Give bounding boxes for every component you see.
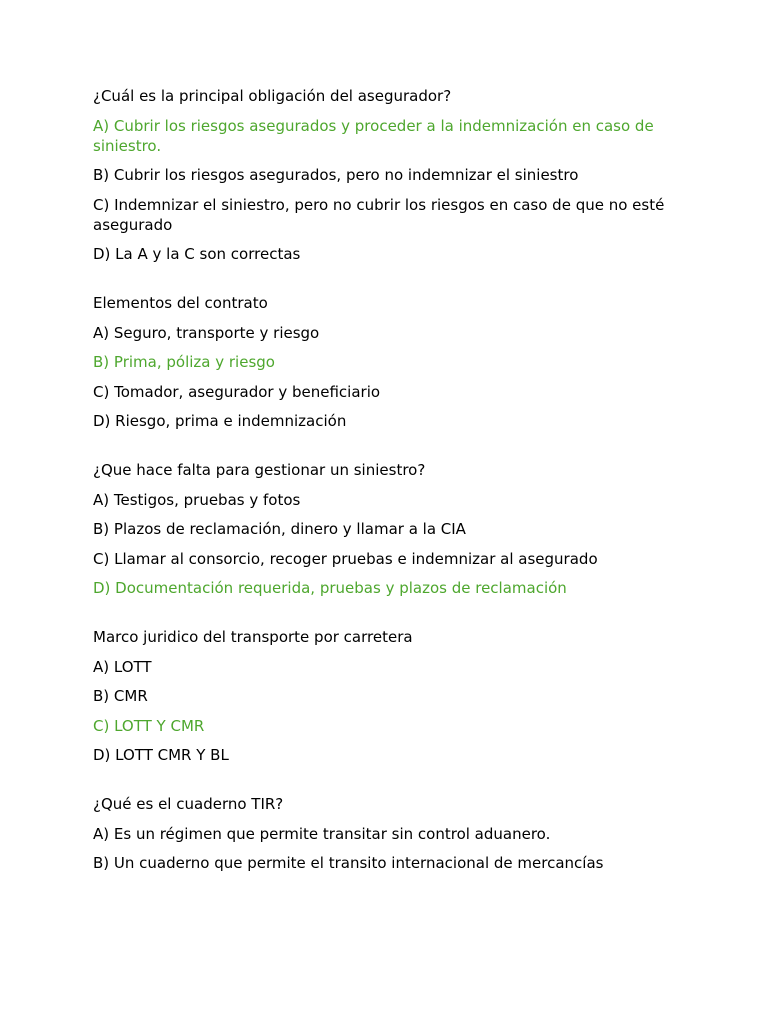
answer-option: C) Indemnizar el siniestro, pero no cubrir los riesgos en caso de que no esté asegurado	[93, 195, 665, 234]
answer-option: B) Cubrir los riesgos asegurados, pero no indemnizar el siniestro	[93, 166, 579, 184]
answer-option: D) LOTT CMR Y BL	[93, 746, 229, 764]
document-page	[93, 86, 683, 883]
question-block-3	[93, 460, 683, 598]
answer-option: B) Un cuaderno que permite el transito internacional de mercancías	[93, 854, 604, 872]
answer-option: A) LOTT	[93, 657, 152, 676]
answer-option: A) Seguro, transporte y riesgo	[93, 323, 320, 342]
answer-option: B) Plazos de reclamación, dinero y llamar a la CIA	[93, 520, 466, 538]
question-block-2	[93, 293, 683, 431]
answer-option: D) Riesgo, prima e indemnización	[93, 412, 347, 430]
answer-option: A) Es un régimen que permite transitar sin control aduanero.	[93, 824, 551, 843]
question-prompt: Marco juridico del transporte por carretera	[93, 628, 413, 646]
answer-option: A) Testigos, pruebas y fotos	[93, 490, 301, 509]
answer-option-correct: D) Documentación requerida, pruebas y plazos de reclamación	[93, 579, 567, 597]
answer-option: C) Llamar al consorcio, recoger pruebas e indemnizar al asegurado	[93, 549, 598, 568]
answer-option: C) Tomador, asegurador y beneficiario	[93, 382, 381, 401]
answer-option: D) La A y la C son correctas	[93, 245, 301, 263]
answer-option-correct: C) LOTT Y CMR	[93, 716, 205, 735]
question-prompt: ¿Que hace falta para gestionar un siniestro?	[93, 461, 426, 479]
answer-option-correct: A) Cubrir los riesgos asegurados y proceder a la indemnización en caso de siniestro.	[93, 116, 654, 155]
question-prompt: Elementos del contrato	[93, 294, 268, 312]
answer-option-correct: B) Prima, póliza y riesgo	[93, 353, 275, 371]
question-block-1	[93, 86, 683, 264]
question-prompt: ¿Cuál es la principal obligación del asegurador?	[93, 87, 452, 105]
question-block-4	[93, 627, 683, 765]
question-prompt: ¿Qué es el cuaderno TIR?	[93, 795, 284, 813]
question-block-5	[93, 794, 683, 873]
answer-option: B) CMR	[93, 687, 148, 705]
